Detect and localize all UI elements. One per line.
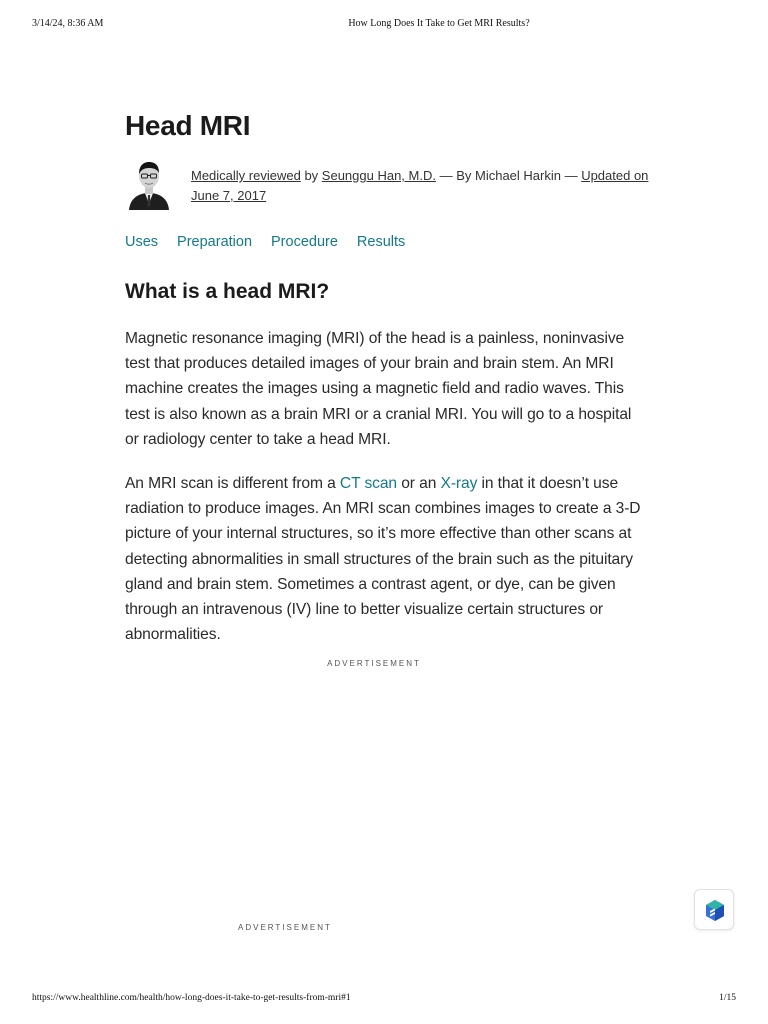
x-ray-link[interactable]: X-ray — [440, 475, 478, 493]
byline-by: by — [300, 168, 322, 183]
byline — [125, 160, 649, 212]
toc-item-uses[interactable]: Uses — [125, 234, 159, 250]
medically-reviewed-link[interactable]: Medically reviewed — [191, 168, 301, 183]
toc-item-results[interactable]: Results — [356, 234, 406, 250]
page-number: 1/15 — [719, 993, 736, 1003]
paragraph-text: An MRI scan is different from a — [125, 475, 340, 493]
print-document-title: How Long Does It Take to Get MRI Results? — [348, 18, 530, 29]
stacked-cube-logo-icon — [704, 899, 726, 922]
reviewer-avatar — [127, 160, 171, 210]
paragraph-text: or an — [397, 475, 441, 493]
advertisement-label: ADVERTISEMENT — [327, 659, 421, 668]
byline-author: — By Michael Harkin — — [435, 168, 582, 183]
page-title: Head MRI — [125, 110, 251, 141]
advertisement-label: ADVERTISEMENT — [238, 923, 332, 932]
print-header — [32, 18, 736, 32]
section-heading: What is a head MRI? — [125, 280, 330, 303]
toc-item-preparation[interactable]: Preparation — [177, 234, 253, 250]
updated-date-link[interactable]: Updated on June 7, 2017 — [191, 168, 649, 203]
paragraph-text: in that it doesn’t use radiation to produce images. An MRI scan combines images to create a 3-D picture of your internal structures, so it’s more effective than other scans at detecting abnormalities in small structures of the brain such as the pituitary gland and brain stem. Sometimes a contrast agent, or dye, can be given through an intravenous (IV) line to better visualize certain structures or abnormalities. — [125, 475, 641, 644]
article — [125, 108, 649, 647]
floating-widget-button[interactable] — [694, 889, 734, 930]
print-footer — [32, 993, 736, 1007]
table-of-contents — [125, 234, 645, 254]
print-datetime: 3/14/24, 8:36 AM — [32, 18, 104, 29]
reviewer-link[interactable]: Seunggu Han, M.D. — [321, 168, 436, 183]
byline-text — [191, 166, 651, 206]
ct-scan-link[interactable]: CT scan — [339, 475, 397, 493]
toc-item-procedure[interactable]: Procedure — [271, 234, 338, 250]
paragraph-comparison — [125, 471, 645, 647]
paragraph-intro: Magnetic resonance imaging (MRI) of the head is a painless, noninvasive test that produces detailed images of your brain and brain stem. An MRI machine creates the images using a magnetic field and radio waves. This test is also known as a brain MRI or a cranial MRI. You will go to a hospital or radiology center to take a head MRI. — [125, 330, 632, 448]
print-url: https://www.healthline.com/health/how-long-does-it-take-to-get-results-from-mri#1 — [32, 993, 351, 1003]
